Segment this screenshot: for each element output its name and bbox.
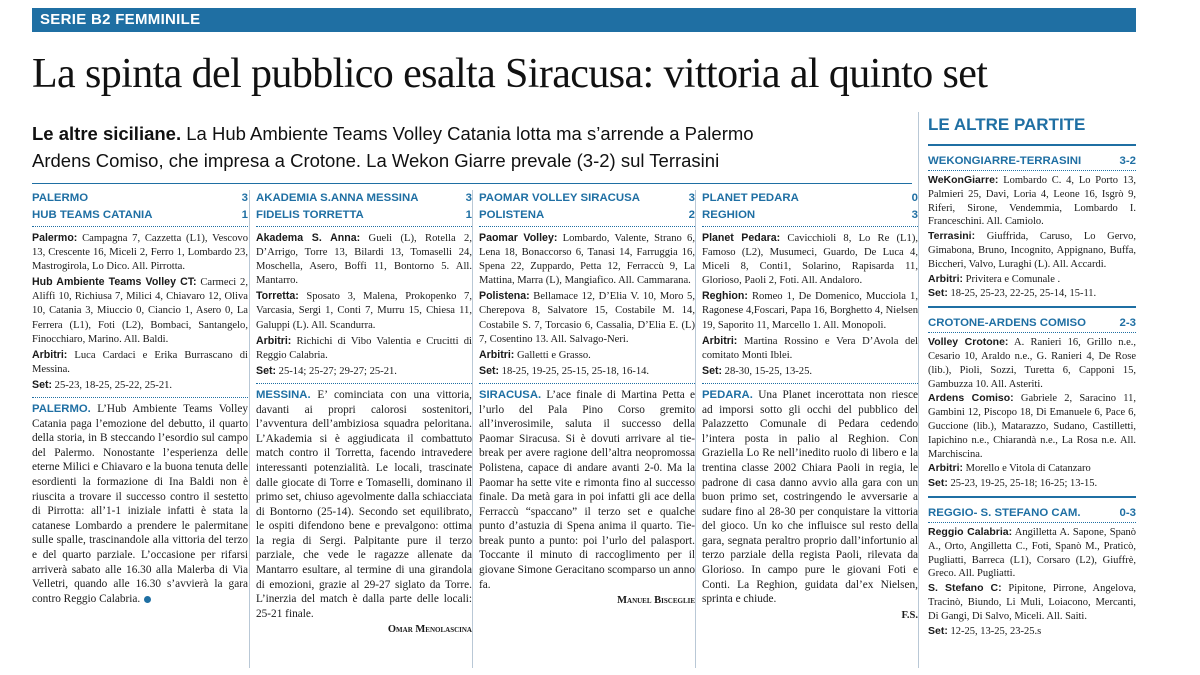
referees-label: Arbitri: bbox=[928, 462, 963, 475]
lineup-text: Sposato 3, Malena, Prokopenko 7, Varcasia, Sergi 1, Conti 7, Murru 15, Chiesa 11, Galuppi (L). All. Scandurra. bbox=[256, 291, 472, 331]
sets-label: Set: bbox=[928, 287, 948, 300]
referees-label: Arbitri: bbox=[32, 348, 68, 361]
lineup-text: Cavicchioli 8, Lo Re (L1), Famoso (L2), Musumeci, Guardo, De Luca 4, Miceli 8, Conti1, Solarino, Rapisarda 11, Glorioso, Paoli 2, Foti. All. Andaloro. bbox=[702, 233, 919, 287]
subhead-line-1 bbox=[32, 120, 912, 147]
lineup-label: S. Stefano C: bbox=[928, 582, 1002, 595]
separator bbox=[32, 397, 248, 398]
sidebar-game-teams: WEKONGIARRE-TERRASINI bbox=[928, 155, 1082, 167]
home-team-row bbox=[32, 190, 248, 207]
lineup-text: Pipitone, Pirrone, Angelova, Tracinò, Biundo, Li Muli, Loiacono, Mercanti, Di Gangi, Di Salvo, Miceli. All. Saiti. bbox=[928, 583, 1136, 622]
away-team: HUB TEAMS CATANIA bbox=[32, 209, 153, 221]
sidebar-game bbox=[928, 314, 1136, 498]
lineup-line bbox=[479, 289, 695, 346]
sets-text: 25-23, 18-25, 25-22, 25-21. bbox=[52, 379, 173, 391]
section-bar bbox=[32, 8, 1136, 32]
home-team-row bbox=[256, 190, 472, 207]
away-team: FIDELIS TORRETTA bbox=[256, 209, 364, 221]
lineup-label: Palermo: bbox=[32, 232, 78, 244]
home-team: AKADEMIA S.ANNA MESSINA bbox=[256, 192, 419, 204]
article-kicker: PEDARA. bbox=[702, 388, 753, 401]
home-score: 3 bbox=[465, 192, 472, 204]
away-team-row bbox=[32, 207, 248, 224]
article-byline: F.S. bbox=[901, 609, 918, 621]
sets-line bbox=[928, 287, 1136, 301]
subhead-line-2: Ardens Comiso, che impresa a Crotone. La Wekon Giarre prevale (3-2) sul Terrasini bbox=[32, 150, 720, 171]
referees-text: Luca Cardaci e Erika Burrascano di Messina. bbox=[32, 349, 248, 375]
home-team-row bbox=[479, 190, 695, 207]
referees-line bbox=[256, 334, 472, 363]
lineup-label: Terrasini: bbox=[928, 230, 976, 243]
sets-label: Set: bbox=[928, 477, 948, 490]
sidebar-game-score: 0-3 bbox=[1119, 506, 1136, 519]
lineup-label: Reghion: bbox=[702, 290, 748, 303]
referees-line bbox=[479, 348, 695, 363]
lineup-line bbox=[32, 275, 248, 346]
lineup-label: Volley Crotone: bbox=[928, 336, 1009, 349]
lineup-label: Paomar Volley: bbox=[479, 232, 558, 244]
away-score: 3 bbox=[911, 209, 918, 221]
home-team: PAOMAR VOLLEY SIRACUSA bbox=[479, 192, 640, 204]
sets-text: 25-14; 25-27; 29-27; 25-21. bbox=[276, 365, 397, 377]
away-team: POLISTENA bbox=[479, 209, 545, 221]
sidebar-game-score: 3-2 bbox=[1119, 155, 1136, 167]
lineup-line bbox=[928, 392, 1136, 461]
match-column bbox=[256, 190, 472, 638]
sets-line bbox=[928, 477, 1136, 491]
sets-line bbox=[479, 364, 695, 379]
sets-text: 18-25, 19-25, 25-15, 25-18, 16-14. bbox=[499, 365, 650, 377]
away-team: REGHION bbox=[702, 209, 756, 221]
referees-text: Morello e Vitola di Catanzaro bbox=[963, 463, 1091, 475]
lineup-text: Bellamace 12, D’Elia V. 10, Moro 5, Cherepova 8, Salvatore 15, Costabile M. 14, Costabile S. 7, Torcasio 6, Cassalia, D’Elia E. (L) 7, Cosentino 13. All. Salvago-Neri. bbox=[479, 291, 695, 345]
lineup-label: Planet Pedara: bbox=[702, 232, 781, 244]
sidebar-divider bbox=[918, 112, 919, 668]
section-title: SERIE B2 FEMMINILE bbox=[40, 11, 201, 28]
home-team: PALERMO bbox=[32, 192, 89, 204]
sets-text: 18-25, 25-23, 22-25, 25-14, 15-11. bbox=[947, 288, 1097, 300]
sidebar-other-games bbox=[928, 112, 1136, 647]
lineup-line bbox=[928, 582, 1136, 623]
lineup-text: Gabriele 2, Saracino 11, Gambini 12, Piscopo 18, Di Emanuele 6, Pace 6, Guccione (lib.), Matarazzo, Sudano, Castilletti, Iapichino n.e., Chiarandà n.e., La Rosa n.e. All. Marchiscina. bbox=[928, 393, 1137, 460]
referees-text: Privitera e Comunale . bbox=[963, 273, 1061, 285]
article-text: L’ace finale di Martina Petta e l’urlo del Pala Pino Corso gremito all’inverosimile, saluta il successo della Paomar Siracusa. Si è dovuti arrivare al tie-break per avere ragione dell’altra neopromossa Polistena, capace di andare avanti 2-0. Ma la Paomar ha sette vite e rimonta fino al successo finale. Da metà gara in poi infatti gli ace della Ferraccù “spaccano” il terzo set e qualche punto d’astuzia di Spena anima il quarto. Tie-break punto a punto: poi l’urlo del palasport. Toccante il minuto di raccoglimento per il giovane Simone Geracitano scomparso un anno fa. bbox=[479, 388, 695, 591]
subhead bbox=[32, 120, 912, 174]
article-text: E’ cominciata con una vittoria, davanti ai propri calorosi sostenitori, l’avventura dell’ambiziosa squadra peloritana. L’Akademia si è aggiudicata il combattuto match contro il Torretta, facendo intravedere interessanti potenzialità. Le locali, trascinate dalle giocate di Torre e Tomaselli, dominano il primo set, chiuso agevolmente dalla schiacciata di Bontorno (25-14). Secondo set equilibrato, le ospiti difendono bene e prevalgono: ottima la regia di Sergi. Palpitante pure il terzo parziale, che vede le ragazze allenate da Mantarro esultare, al termine di una girandola di emozioni, grazie al 29-27 siglato da Torre. L’inerzia del match è dalla parte delle locali: 25-21 finale. bbox=[256, 388, 472, 620]
separator bbox=[479, 383, 695, 384]
sets-line bbox=[256, 364, 472, 379]
referees-line bbox=[928, 273, 1136, 287]
away-score: 1 bbox=[465, 209, 472, 221]
sets-label: Set: bbox=[479, 364, 500, 377]
home-team-row bbox=[702, 190, 918, 207]
referees-label: Arbitri: bbox=[479, 348, 515, 361]
article-byline: Omar Menolascina bbox=[387, 624, 472, 636]
lineup-line bbox=[256, 289, 472, 332]
referees-line bbox=[928, 462, 1136, 476]
sidebar-title: LE ALTRE PARTITE bbox=[928, 112, 1136, 146]
sets-line bbox=[32, 378, 248, 393]
lineup-line bbox=[928, 526, 1136, 581]
referees-line bbox=[32, 348, 248, 377]
lineup-text: Giuffrida, Caruso, Lo Gervo, Gimabona, Bruno, Incognito, Appignano, Buffa, Biccheri, Valvo, Luraghi (L). All. Accardi. bbox=[928, 231, 1136, 270]
column-divider bbox=[249, 190, 250, 668]
article-kicker: MESSINA. bbox=[256, 388, 311, 401]
lineup-text: A. Ranieri 16, Grillo n.e., Cesario 10, Araldo n.e., G. Ranieri 4, De Rose (lib.), Pioli, Sozzi, Turetta 6, Capponi 15, Gambuzza 10. All. Asteriti. bbox=[928, 337, 1136, 390]
lineup-line bbox=[928, 174, 1136, 229]
match-scoreboard bbox=[702, 190, 918, 227]
lineup-label: WeKonGiarre: bbox=[928, 174, 999, 186]
lineup-text: Lombardo C. 4, Lo Porto 13, Palmieri 25, Davi, Loria 4, Leone 16, Isgrò 9, Riferi, Sirone, Vendemmia, Lombardo I. Franceschini. All. Camiolo. bbox=[928, 175, 1136, 228]
article-kicker: SIRACUSA. bbox=[479, 388, 542, 401]
away-score: 2 bbox=[688, 209, 695, 221]
sets-line bbox=[928, 625, 1136, 639]
top-rule bbox=[32, 183, 912, 184]
article-kicker: PALERMO. bbox=[32, 403, 91, 416]
match-scoreboard bbox=[256, 190, 472, 227]
sidebar-game-head bbox=[928, 314, 1136, 333]
referees-label: Arbitri: bbox=[702, 334, 738, 347]
lineup-line bbox=[702, 289, 918, 332]
sets-text: 28-30, 15-25, 13-25. bbox=[722, 365, 813, 377]
sidebar-game-head bbox=[928, 152, 1136, 171]
referees-label: Arbitri: bbox=[928, 272, 963, 285]
match-scoreboard bbox=[479, 190, 695, 227]
home-score: 0 bbox=[911, 192, 918, 204]
away-team-row bbox=[702, 207, 918, 224]
lineup-label: Ardens Comiso: bbox=[928, 392, 1014, 405]
lineup-label: Reggio Calabria: bbox=[928, 525, 1013, 538]
article-body bbox=[32, 402, 248, 606]
lineup-line bbox=[928, 336, 1136, 391]
lineup-line bbox=[928, 230, 1136, 271]
away-score: 1 bbox=[241, 209, 248, 221]
lineup-text: Gueli (L), Rotella 2, D’Arrigo, Torre 13, Bilardi 13, Tomaselli 24, Moschella, Asero, Boffi 11, Bontorno 5. All. Mantarro. bbox=[256, 233, 472, 287]
referees-line bbox=[702, 334, 918, 363]
sidebar-game-teams: REGGIO- S. STEFANO CAM. bbox=[928, 506, 1081, 519]
column-divider bbox=[695, 190, 696, 668]
lineup-line bbox=[32, 231, 248, 274]
lineup-text: Lombardo, Valente, Strano 6, Lena 18, Bonaccorso 6, Tanasi 14, Farruggia 16, Spena 22, Zuppardo, Petta 12, Ferraccù 9, La Mattina, Marra (L), Mangiafico. All. Cammarana. bbox=[479, 233, 695, 287]
lineup-label: Akadema S. Anna: bbox=[256, 232, 361, 244]
match-column bbox=[479, 190, 695, 608]
sidebar-game-score: 2-3 bbox=[1119, 317, 1136, 330]
sets-text: 25-23, 19-25, 25-18; 16-25; 13-15. bbox=[947, 478, 1098, 490]
article-body bbox=[702, 388, 918, 607]
lineup-text: Campagna 7, Cazzetta (L1), Vescovo 13, Crescente 16, Miceli 2, Ferro 1, Lombardo 23, Mastrogirola, Lo Dico. All. Pirrotta. bbox=[32, 233, 248, 273]
sidebar-game-head bbox=[928, 504, 1136, 523]
sidebar-game-teams: CROTONE-ARDENS COMISO bbox=[928, 317, 1087, 330]
article-text: Una Planet incerottata non riesce ad imporsi sotto gli occhi del pubblico del Palazzetto Comunale di Pedara cedendo l’intera posta in palio al Reghion. Con Graziella Lo Re nell’inedito ruolo di libero e la trentina classe 2002 Chiara Paoli in regia, le padrone di casa danno avvio alla gara con un buon primo set, costringendo le avversarie a sudare fino al 28-30 per conquistare la vittoria del gioco. Un ko che influisce sul resto della gara, segnata peraltro proprio dall’infortunio al terzo parziale della regista Paoli, rilevata da Glorioso. In campo pure le giovani Foti e Conti. La Reghion, guidata dal’ex Nielsen, sprinta e chiude. bbox=[702, 388, 918, 606]
match-column bbox=[702, 190, 918, 623]
article-body bbox=[256, 388, 472, 622]
referees-text: Richichi di Vibo Valentia e Crucitti di Reggio Calabria. bbox=[256, 335, 472, 361]
article-text: L’Hub Ambiente Teams Volley Catania paga l’emozione del debutto, il quarto della storia, in B steccando l’esordio sul campo del Palermo. Nonostante l’esperienza delle eterne Milici e Chiavaro e la buona tenuta delle esordienti la formazione di Ina Baldi non è riuscita a trovare il successo contro il sestetto di Pirrotta: all’1-1 iniziale infatti è stata la catanese Lombardo a prendere le palermitane sulle spalle, trascinandole alla vittoria del terzo e del quarto parziale. L’occasione per rifarsi arriverà sabato alle 16.30 alla Malerba di Via Velletri, quando alle 16.30 s’avvierà la gara contro Reggio Calabria. bbox=[32, 403, 248, 605]
match-column bbox=[32, 190, 248, 606]
article-body bbox=[479, 388, 695, 592]
separator bbox=[256, 383, 472, 384]
home-score: 3 bbox=[241, 192, 248, 204]
referees-text: Galletti e Grasso. bbox=[514, 349, 591, 361]
separator bbox=[702, 383, 918, 384]
lineup-text: Carmeci 2, Aliffi 10, Richiusa 7, Milici 4, Chiavaro 12, Oliva 10, Catania 3, Miuccio 0, Ciancio 1, Asero 0, La Ferrera (L1), Foti (L2), Bombaci, Santangelo, Finocchiaro, Marino. All. Baldi. bbox=[32, 277, 248, 345]
sidebar-game bbox=[928, 152, 1136, 308]
sets-line bbox=[702, 364, 918, 379]
end-dot-icon bbox=[144, 596, 151, 603]
headline: La spinta del pubblico esalta Siracusa: vittoria al quinto set bbox=[32, 51, 988, 97]
lineup-line bbox=[479, 231, 695, 288]
home-score: 3 bbox=[688, 192, 695, 204]
column-divider bbox=[472, 190, 473, 668]
lineup-text: Romeo 1, De Domenico, Mucciola 1, Ragonese 4,Foscari, Papa 16, Borghetto 4, Nielsen 19, Saporito 11, Marcello 1. All. Monopoli. bbox=[702, 291, 918, 331]
sidebar-game bbox=[928, 504, 1136, 643]
lineup-label: Torretta: bbox=[256, 290, 299, 303]
article-byline: Manuel Bisceglie bbox=[617, 595, 695, 607]
sets-label: Set: bbox=[256, 364, 277, 377]
match-scoreboard bbox=[32, 190, 248, 227]
subhead-kicker: Le altre siciliane. bbox=[32, 123, 182, 144]
sets-label: Set: bbox=[32, 378, 53, 391]
sets-text: 12-25, 13-25, 23-25.s bbox=[947, 625, 1042, 637]
lineup-label: Polistena: bbox=[479, 290, 530, 303]
subhead-line-1-text: La Hub Ambiente Teams Volley Catania lotta ma s’arrende a Palermo bbox=[181, 123, 754, 144]
away-team-row bbox=[256, 207, 472, 224]
sets-label: Set: bbox=[928, 624, 948, 637]
lineup-text: Angilletta A. Sapone, Spanò A., Orto, Angilletta C., Foti, Spanò M., Praticò, Pugliatti, Barreca (L1), Corsaro (L2), Giuffrè, Greco. All. Pugliatti. bbox=[928, 526, 1136, 580]
referees-label: Arbitri: bbox=[256, 334, 292, 347]
referees-text: Martina Rossino e Vera D’Avola del comitato Monti Iblei. bbox=[702, 335, 918, 361]
home-team: PLANET PEDARA bbox=[702, 192, 799, 204]
sets-label: Set: bbox=[702, 364, 723, 377]
lineup-label: Hub Ambiente Teams Volley CT: bbox=[32, 276, 197, 289]
away-team-row bbox=[479, 207, 695, 224]
lineup-line bbox=[702, 231, 918, 288]
lineup-line bbox=[256, 231, 472, 288]
